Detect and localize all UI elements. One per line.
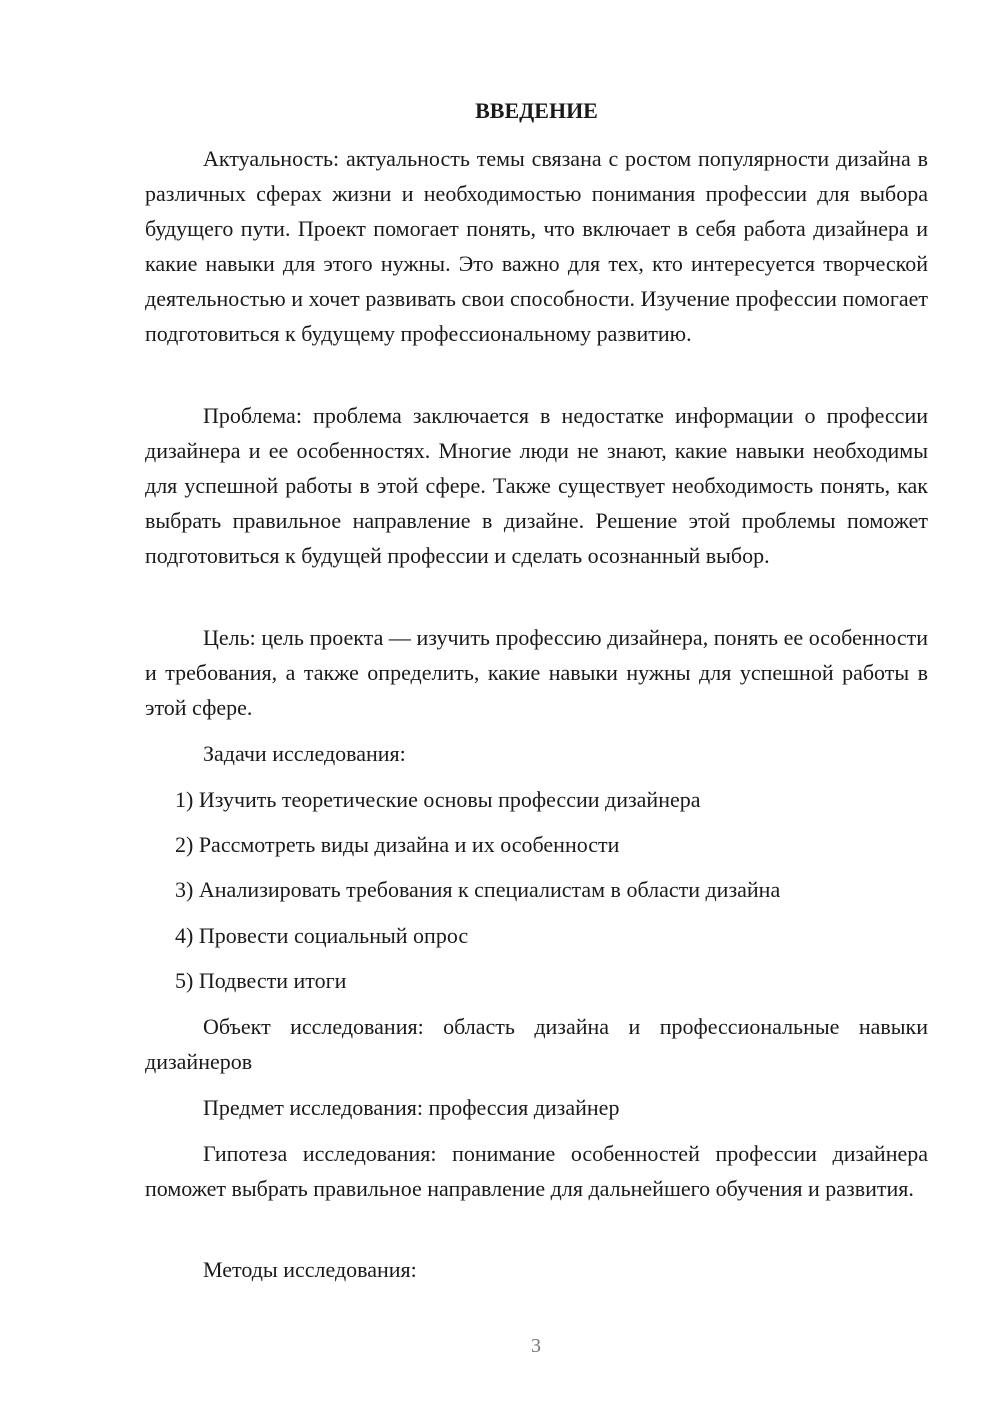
hypothesis-paragraph: Гипотеза исследования: понимание особенностей профессии дизайнера поможет выбрать правильное направление для дальнейшего обучения и развития. [145,1141,928,1201]
relevance-paragraph: Актуальность: актуальность темы связана с ростом популярности дизайна в различных сферах жизни и необходимостью понимания профессии для выбора будущего пути. Проект помогает понять, что включает в себя работа дизайнера и какие навыки для этого нужны. Это важно для тех, кто интересуется творческой деятельностью и хочет развивать свои способности. Изучение профессии помогает подготовиться к будущему профессиональному развитию. [145,146,928,346]
tasks-heading: Задачи исследования: [203,741,406,766]
problem-paragraph: Проблема: проблема заключается в недостатке информации о профессии дизайнера и ее особенностях. Многие люди не знают, какие навыки необходимы для успешной работы в этой сфере. Также существует необходимость понять, как выбрать правильное направление в дизайне. Решение этой проблемы поможет подготовиться к будущей профессии и сделать осознанный выбор. [145,403,928,568]
list-item: 1) Изучить теоретические основы профессии дизайнера [175,787,701,812]
page-title: ВВЕДЕНИЕ [475,98,598,123]
list-item: 2) Рассмотреть виды дизайна и их особенности [175,832,620,857]
subject-paragraph: Предмет исследования: профессия дизайнер [203,1095,620,1120]
list-item: 5) Подвести итоги [175,968,347,993]
page-number: 3 [531,1335,541,1357]
list-item: 3) Анализировать требования к специалистам в области дизайна [175,877,781,902]
methods-heading: Методы исследования: [203,1257,417,1282]
list-item: 4) Провести социальный опрос [175,923,469,948]
object-paragraph: Объект исследования: область дизайна и профессиональные навыки дизайнеров [145,1014,928,1074]
goal-paragraph: Цель: цель проекта — изучить профессию дизайнера, понять ее особенности и требования, а также определить, какие навыки нужны для успешной работы в этой сфере. [145,625,928,720]
